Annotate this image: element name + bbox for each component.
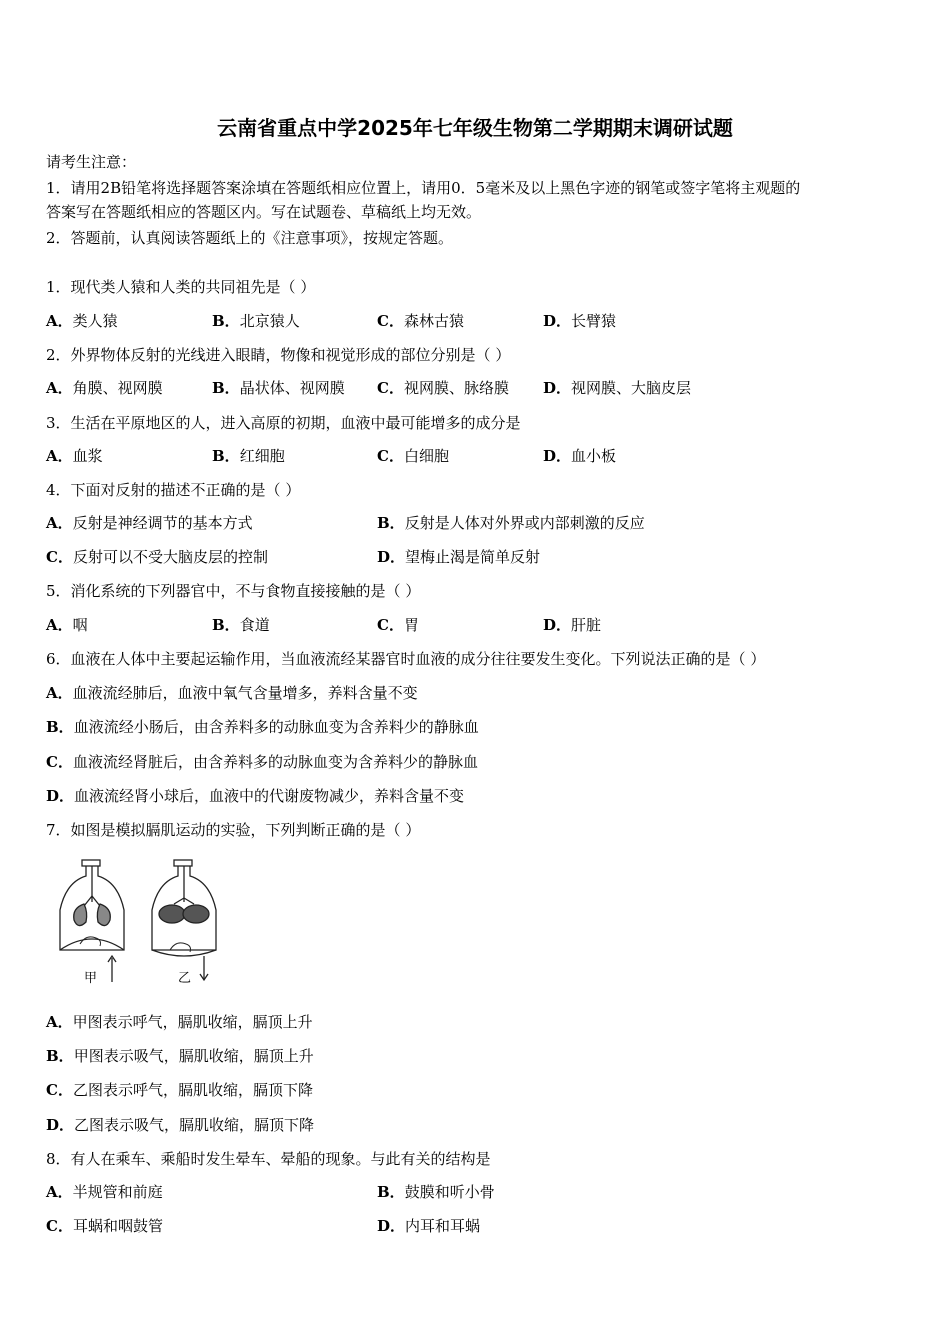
question-3-stem: 3．生活在平原地区的人，进入高原的初期，血液中最可能增多的成分是 xyxy=(46,414,521,432)
question-2-stem: 2．外界物体反射的光线进入眼睛，物像和视觉形成的部位分别是（ ） xyxy=(46,346,511,364)
question-7-stem: 7．如图是模拟膈肌运动的实验，下列判断正确的是（ ） xyxy=(46,821,421,839)
question-1-option-b[interactable]: B．北京猿人 xyxy=(212,312,300,330)
question-2-option-d[interactable]: D．视网膜、大脑皮层 xyxy=(543,379,692,397)
jar-1-diaphragm xyxy=(60,939,124,950)
jar-1-stopper xyxy=(82,860,100,866)
question-2-option-c[interactable]: C．视网膜、脉络膜 xyxy=(377,379,509,397)
question-8-option-c[interactable]: C．耳蜗和咽鼓管 xyxy=(46,1217,163,1235)
question-6-option-c[interactable]: C．血液流经肾脏后，由含养料多的动脉血变为含养料少的静脉血 xyxy=(46,753,478,771)
page-title: 云南省重点中学2025年七年级生物第二学期期末调研试题 xyxy=(217,116,733,140)
jar-2-right-lung xyxy=(183,905,209,923)
question-1-option-a[interactable]: A．类人猿 xyxy=(46,312,118,330)
question-4-option-a[interactable]: A．反射是神经调节的基本方式 xyxy=(46,514,253,532)
question-5-option-a[interactable]: A．咽 xyxy=(46,616,88,634)
question-6-option-a[interactable]: A．血液流经肺后，血液中氧气含量增多，养料含量不变 xyxy=(46,684,418,702)
figure-label-yi: 乙 xyxy=(178,971,192,986)
question-7-option-a[interactable]: A．甲图表示呼气，膈肌收缩，膈顶上升 xyxy=(46,1013,313,1031)
jar-2-stopper xyxy=(174,860,192,866)
jar-2-diaphragm xyxy=(152,950,216,956)
question-1-stem: 1．现代类人猿和人类的共同祖先是（ ） xyxy=(46,278,316,296)
question-4-option-b[interactable]: B．反射是人体对外界或内部刺激的反应 xyxy=(377,514,645,532)
question-5-option-b[interactable]: B．食道 xyxy=(212,616,270,634)
question-8-option-d[interactable]: D．内耳和耳蜗 xyxy=(377,1217,481,1235)
question-3-option-c[interactable]: C．白细胞 xyxy=(377,447,449,465)
jar-2-left-lung xyxy=(159,905,185,923)
notice-item-2: 2．答题前，认真阅读答题纸上的《注意事项》，按规定答题。 xyxy=(46,229,454,247)
diaphragm-model-figure xyxy=(52,858,232,988)
question-7-option-d[interactable]: D．乙图表示吸气，膈肌收缩，膈顶下降 xyxy=(46,1116,315,1134)
question-6-stem: 6．血液在人体中主要起运输作用，当血液流经某器官时血液的成分往往要发生变化。下列说法正确的是（ ） xyxy=(46,650,766,668)
notice-heading: 请考生注意： xyxy=(46,153,137,171)
question-8-option-a[interactable]: A．半规管和前庭 xyxy=(46,1183,163,1201)
question-7-option-c[interactable]: C．乙图表示呼气，膈肌收缩，膈顶下降 xyxy=(46,1081,313,1099)
question-3-option-a[interactable]: A．血浆 xyxy=(46,447,103,465)
diaphragm-model-drawing xyxy=(52,858,232,988)
question-8-option-b[interactable]: B．鼓膜和听小骨 xyxy=(377,1183,495,1201)
question-5-option-d[interactable]: D．肝脏 xyxy=(543,616,602,634)
jar-1-left-lung xyxy=(74,904,87,926)
question-1-option-d[interactable]: D．长臂猿 xyxy=(543,312,617,330)
question-1-option-c[interactable]: C．森林古猿 xyxy=(377,312,464,330)
notice-item-1-line-2: 答案写在答题纸相应的答题区内。写在试题卷、草稿纸上均无效。 xyxy=(46,203,482,221)
notice-item-1-line-1: 1．请用2B铅笔将选择题答案涂填在答题纸相应位置上，请用0．5毫米及以上黑色字迹的钢笔或签字笔将主观题的 xyxy=(46,179,801,197)
question-4-stem: 4．下面对反射的描述不正确的是（ ） xyxy=(46,481,301,499)
question-3-option-d[interactable]: D．血小板 xyxy=(543,447,617,465)
question-4-option-c[interactable]: C．反射可以不受大脑皮层的控制 xyxy=(46,548,268,566)
question-8-stem: 8．有人在乘车、乘船时发生晕车、晕船的现象。与此有关的结构是 xyxy=(46,1150,491,1168)
question-2-option-a[interactable]: A．角膜、视网膜 xyxy=(46,379,163,397)
question-7-option-b[interactable]: B．甲图表示吸气，膈肌收缩，膈顶上升 xyxy=(46,1047,314,1065)
question-3-option-b[interactable]: B．红细胞 xyxy=(212,447,285,465)
jar-1-right-lung xyxy=(97,904,110,926)
question-5-stem: 5．消化系统的下列器官中，不与食物直接接触的是（ ） xyxy=(46,582,421,600)
question-4-option-d[interactable]: D．望梅止渴是简单反射 xyxy=(377,548,541,566)
question-6-option-b[interactable]: B．血液流经小肠后，由含养料多的动脉血变为含养料少的静脉血 xyxy=(46,718,479,736)
figure-label-jia: 甲 xyxy=(84,971,98,986)
question-5-option-c[interactable]: C．胃 xyxy=(377,616,419,634)
question-6-option-d[interactable]: D．血液流经肾小球后，血液中的代谢废物减少，养料含量不变 xyxy=(46,787,465,805)
question-2-option-b[interactable]: B．晶状体、视网膜 xyxy=(212,379,345,397)
